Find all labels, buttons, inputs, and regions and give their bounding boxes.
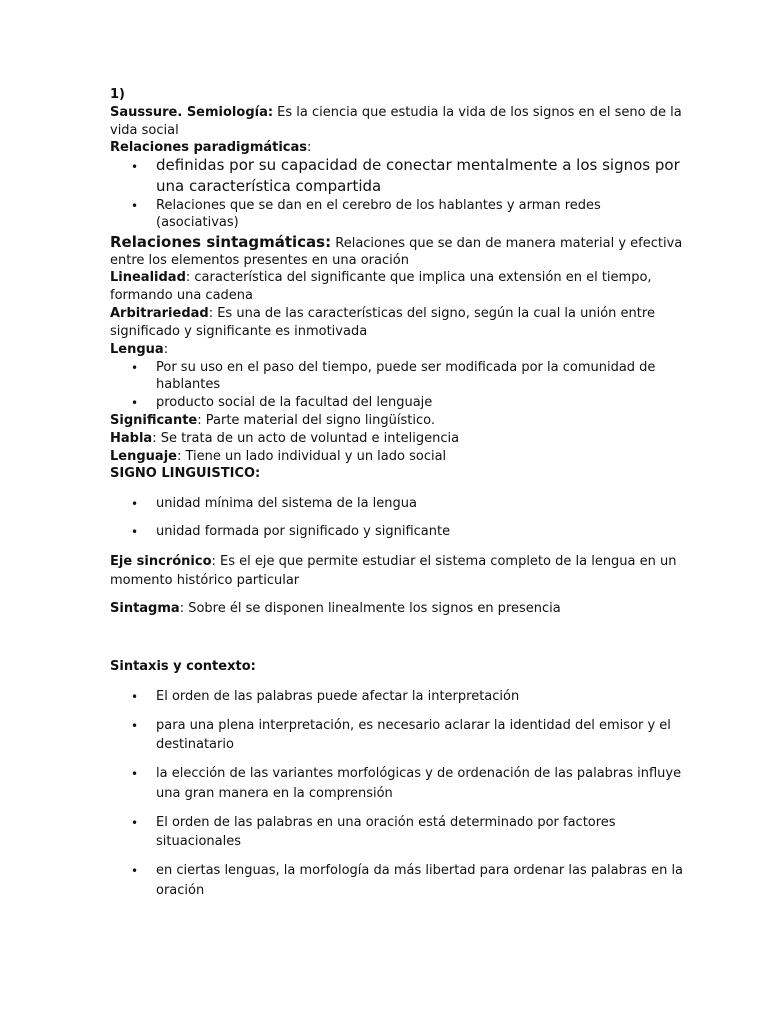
paradig-term: Relaciones paradigmáticas [110, 140, 308, 155]
eje-text: : Es el eje que permite estudiar el sistema completo de la lengua en un [211, 554, 677, 569]
lengua-item-1: Por su uso en el paso del tiempo, puede ser modificada por la comunidad de [156, 360, 656, 375]
lengua-item-2: producto social de la facultad del lenguaje [156, 395, 433, 410]
arbitrariedad-cont: significado y significante es inmotivada [110, 324, 368, 339]
sintagma-line [110, 600, 561, 618]
bullet-icon: • [131, 816, 139, 830]
bullet-icon: • [131, 199, 139, 213]
significante-term: Significante [110, 413, 198, 428]
significante-line [110, 412, 435, 430]
lengua-colon: : [163, 342, 169, 357]
paradig-item-2: Relaciones que se dan en el cerebro de los hablantes y arman redes [156, 198, 601, 213]
lengua-heading [110, 341, 168, 359]
linealidad-text: : característica del significante que implica una extensión en el tiempo, [185, 270, 652, 285]
sintaxis-title: Sintaxis y contexto: [110, 659, 256, 674]
bullet-icon: • [131, 396, 139, 410]
sintag-text: Relaciones que se dan de manera material y efectiva [331, 236, 683, 251]
saussure-text: Es la ciencia que estudia la vida de los signos en el seno de la [273, 105, 682, 120]
eje-line [110, 553, 677, 571]
sintaxis-item-4: El orden de las palabras en una oración está determinado por factores [156, 815, 616, 830]
lenguaje-text: : Tiene un lado individual y un lado social [176, 449, 447, 464]
sintaxis-item-2-cont: destinatario [156, 737, 234, 752]
arbitrariedad-term: Arbitrariedad [110, 306, 209, 321]
linealidad-line [110, 269, 652, 287]
sintag-line [110, 233, 682, 253]
bullet-icon: • [131, 525, 139, 539]
bullet-icon: • [131, 160, 139, 174]
saussure-term: Saussure. Semiología: [110, 105, 274, 120]
bullet-icon: • [131, 361, 139, 375]
habla-term: Habla [110, 431, 153, 446]
lengua-item-1-cont: hablantes [156, 377, 221, 392]
eje-cont: momento histórico particular [110, 573, 300, 588]
bullet-icon: • [131, 719, 139, 733]
paradig-heading [110, 139, 311, 157]
habla-text: : Se trata de un acto de voluntad e inteligencia [152, 431, 460, 446]
sintag-term: Relaciones sintagmáticas: [110, 233, 332, 251]
sintagma-text: : Sobre él se disponen linealmente los signos en presencia [179, 601, 561, 616]
paradig-item-2-cont: (asociativas) [156, 215, 239, 230]
sintagma-term: Sintagma [110, 601, 180, 616]
sintaxis-item-4-cont: situacionales [156, 834, 241, 849]
saussure-cont: vida social [110, 123, 179, 138]
saussure-line [110, 104, 682, 122]
habla-line [110, 430, 459, 448]
lenguaje-line [110, 448, 446, 466]
linealidad-term: Linealidad [110, 270, 186, 285]
bullet-icon: • [131, 864, 139, 878]
sintag-cont: entre los elementos presentes en una oración [110, 253, 409, 268]
signo-item-1: unidad mínima del sistema de la lengua [156, 496, 417, 511]
lenguaje-term: Lenguaje [110, 449, 177, 464]
sintaxis-item-2: para una plena interpretación, es necesario aclarar la identidad del emisor y el [156, 718, 671, 733]
paradig-colon: : [307, 140, 312, 155]
sintaxis-item-1: El orden de las palabras puede afectar la interpretación [156, 689, 520, 704]
sintaxis-item-3: la elección de las variantes morfológicas y de ordenación de las palabras influye [156, 766, 682, 781]
paradig-item-1-cont: una característica compartida [156, 177, 382, 195]
lengua-term: Lengua [110, 342, 164, 357]
paradig-item-1: definidas por su capacidad de conectar mentalmente a los signos por [156, 156, 680, 174]
signo-title: SIGNO LINGUISTICO: [110, 466, 261, 481]
signo-item-2: unidad formada por significado y significante [156, 524, 451, 539]
bullet-icon: • [131, 690, 139, 704]
sintaxis-item-5: en ciertas lenguas, la morfología da más libertad para ordenar las palabras en la [156, 863, 684, 878]
eje-term: Eje sincrónico [110, 554, 212, 569]
sintaxis-item-3-cont: una gran manera en la comprensión [156, 786, 393, 801]
sintaxis-item-5-cont: oración [156, 883, 205, 898]
arbitrariedad-text: : Es una de las características del signo, según la cual la unión entre [208, 306, 655, 321]
arbitrariedad-line [110, 305, 655, 323]
significante-text: : Parte material del signo lingüístico. [197, 413, 435, 428]
bullet-icon: • [131, 497, 139, 511]
bullet-icon: • [131, 767, 139, 781]
linealidad-cont: formando una cadena [110, 288, 253, 303]
section-number: 1) [110, 87, 125, 102]
